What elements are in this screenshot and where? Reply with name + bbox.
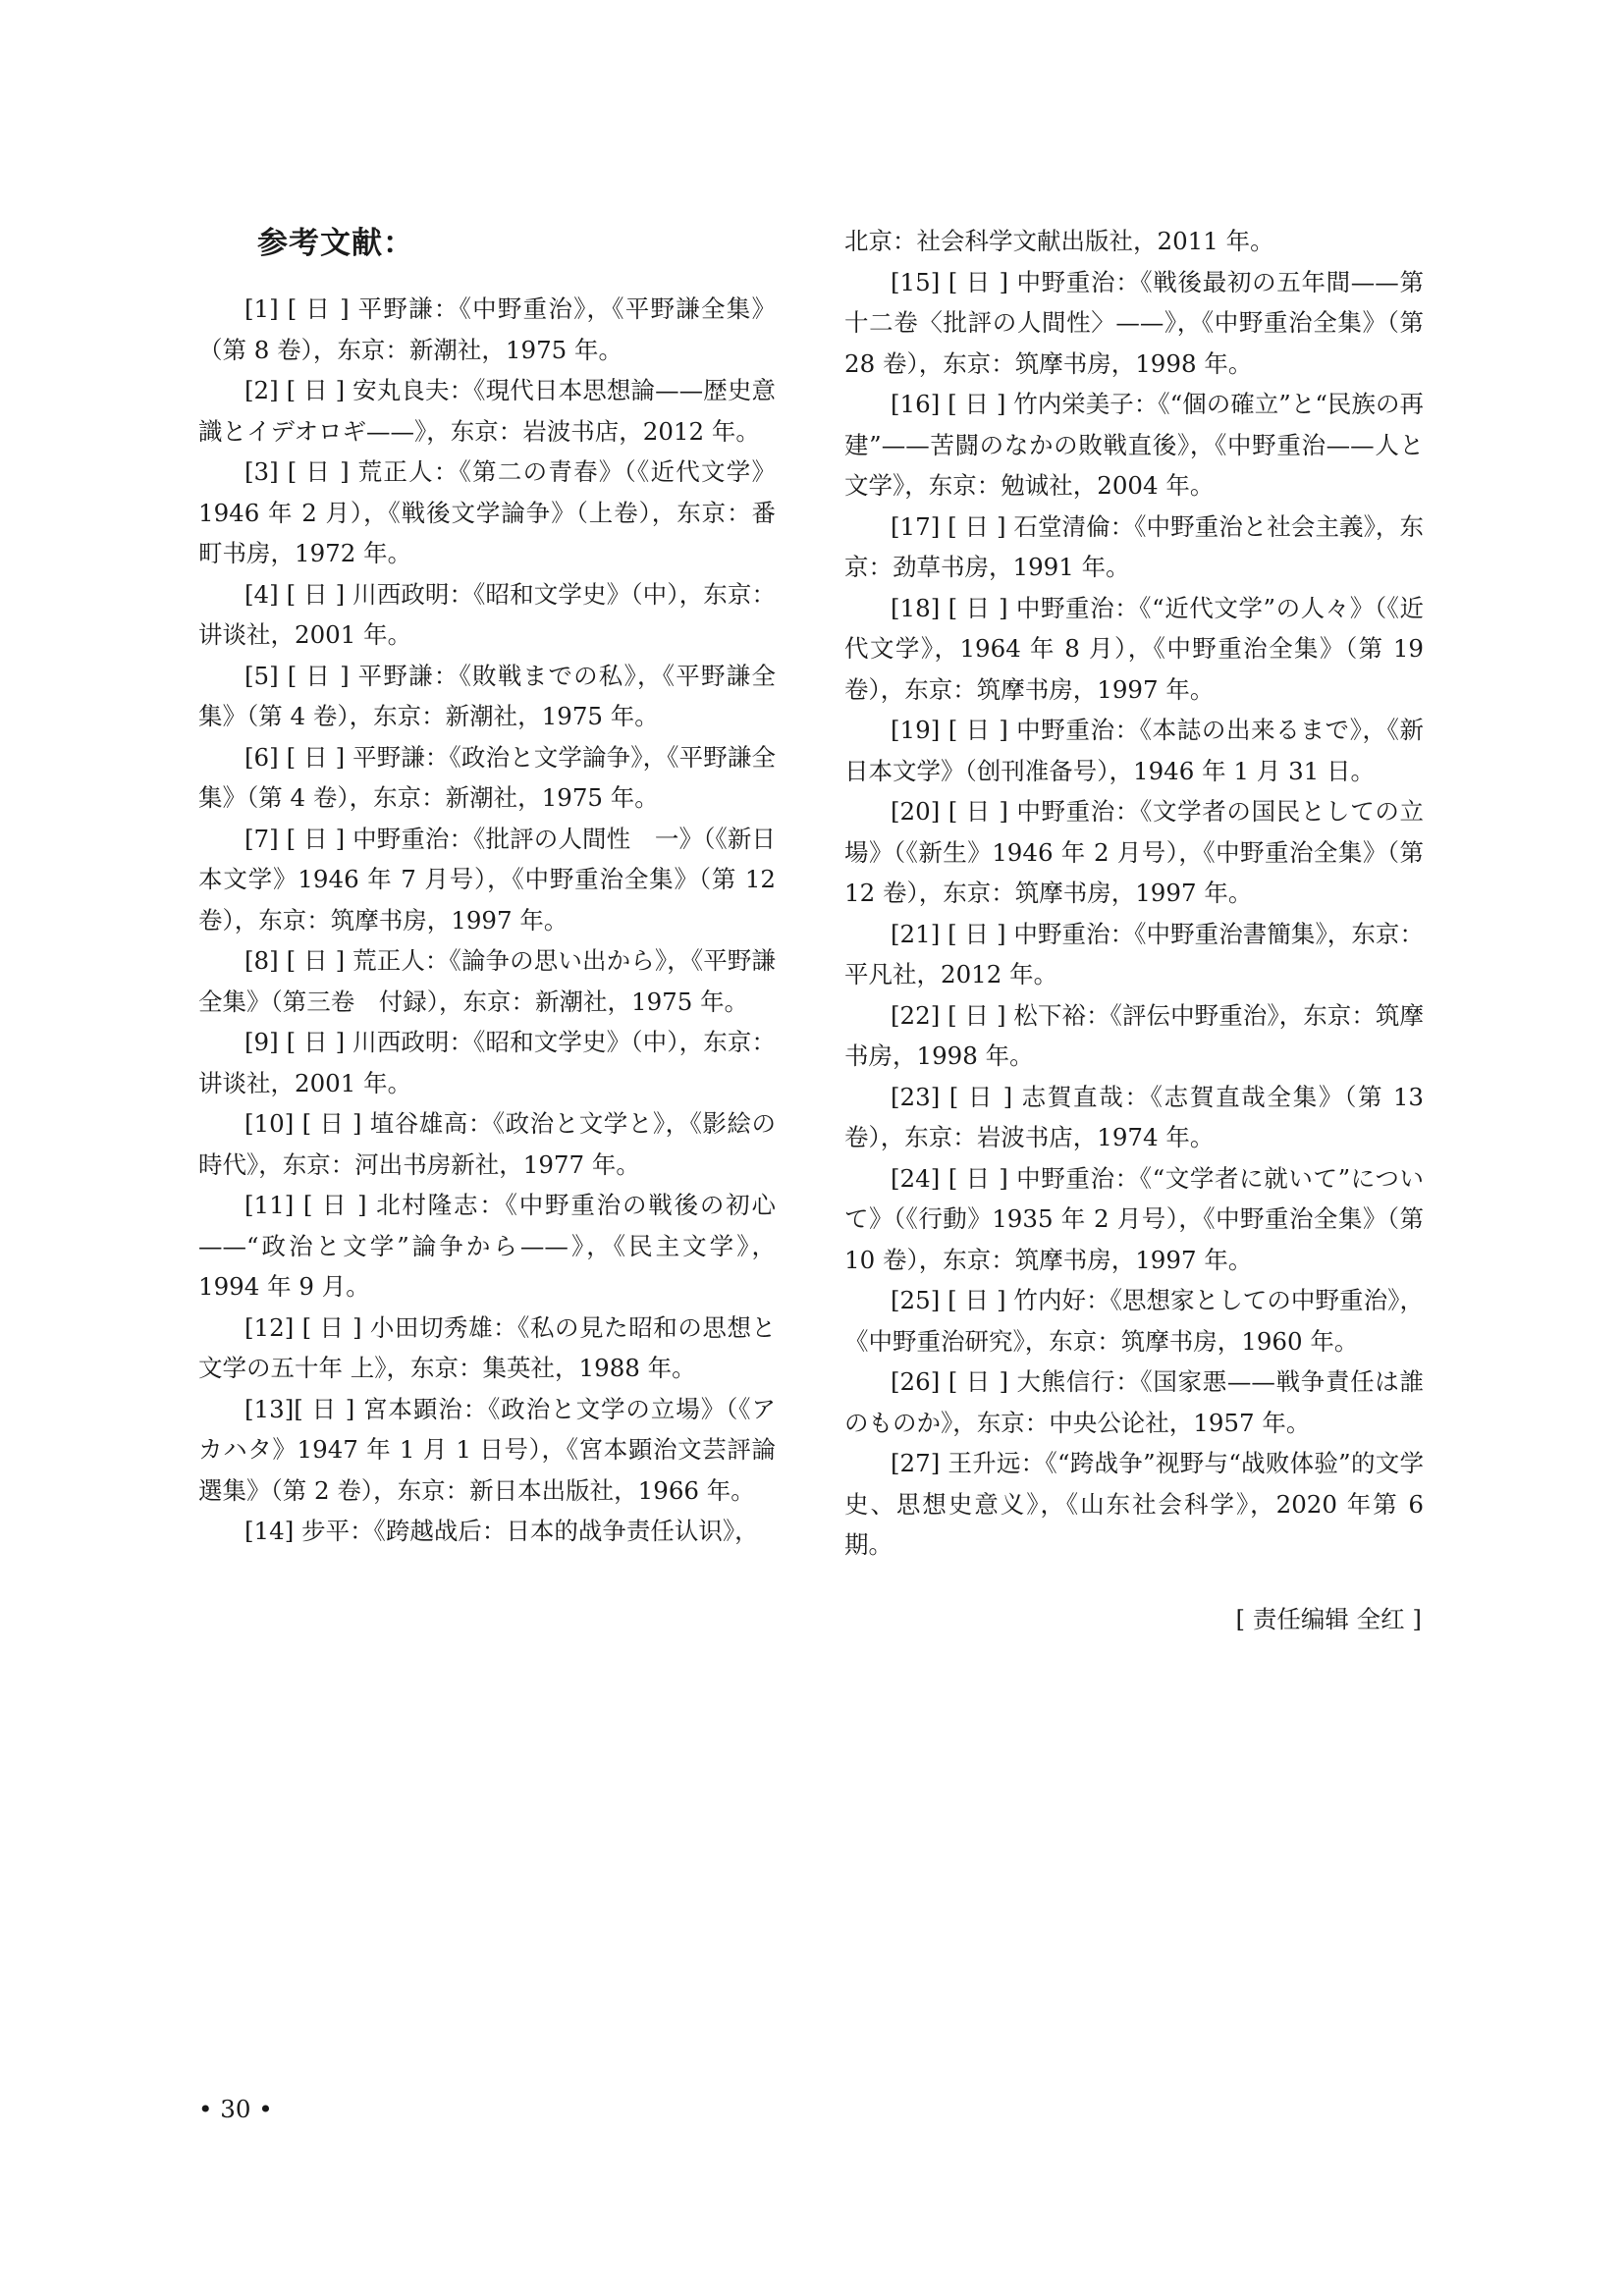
reference-26: [26] [ 日 ] 大熊信行：《国家悪——戦争責任は誰のものか》，东京：中央公论社，1957 年。 [844, 1367, 1424, 1437]
reference-21: [21] [ 日 ] 中野重治：《中野重治書簡集》，东京：平凡社，2012 年。 [844, 919, 1424, 988]
reference-7: [7] [ 日 ] 中野重治：《批評の人間性 一》（《新日本文学》1946 年 7 月号），《中野重治全集》（第 12 卷），东京：筑摩书房，1997 年。 [198, 824, 776, 934]
reference-16: [16] [ 日 ] 竹内栄美子：《“個の確立”と“民族の再建”——苦闘のなかの敗戦直後》，《中野重治——人と文学》，东京：勉诚社，2004 年。 [844, 390, 1424, 500]
reference-17: [17] [ 日 ] 石堂清倫：《中野重治と社会主義》，东京：劲草书房，1991 年。 [844, 511, 1424, 581]
editor-credit: [ 责任编辑 全红 ] [1235, 1605, 1422, 1633]
reference-25: [25] [ 日 ] 竹内好：《思想家としての中野重治》，《中野重治研究》，东京：筑摩书房，1960 年。 [844, 1286, 1424, 1356]
reference-20: [20] [ 日 ] 中野重治：《文学者の国民としての立場》（《新生》1946 年 2 月号），《中野重治全集》（第 12 卷），东京：筑摩书房，1997 年。 [844, 797, 1424, 907]
reference-13: [13][ 日 ] 宮本顕治：《政治と文学の立場》（《アカハタ》1947 年 1 月 1 日号），《宮本顕治文芸評論選集》（第 2 卷），东京：新日本出版社，1966 年。 [198, 1394, 776, 1505]
reference-9: [9] [ 日 ] 川西政明：《昭和文学史》（中），东京：讲谈社，2001 年。 [198, 1028, 776, 1097]
reference-11: [11] [ 日 ] 北村隆志：《中野重治の戦後の初心——“政治と文学”論争から——》，《民主文学》，1994 年 9 月。 [198, 1191, 776, 1301]
reference-18: [18] [ 日 ] 中野重治：《“近代文学”の人々》（《近代文学》，1964 年 8 月），《中野重治全集》（第 19 卷），东京：筑摩书房，1997 年。 [844, 593, 1424, 704]
references-heading: 参考文献： [257, 226, 414, 261]
reference-2: [2] [ 日 ] 安丸良夫：《現代日本思想論——歴史意識とイデオロギ——》，东京：岩波书店，2012 年。 [198, 376, 776, 446]
reference-22: [22] [ 日 ] 松下裕：《評伝中野重治》，东京：筑摩书房，1998 年。 [844, 1000, 1424, 1070]
reference-14-continuation: 北京：社会科学文献出版社，2011 年。 [844, 227, 1274, 255]
reference-3: [3] [ 日 ] 荒正人：《第二の青春》（《近代文学》1946 年 2 月），《戦後文学論争》（上卷），东京：番町书房，1972 年。 [198, 457, 776, 567]
reference-27: [27] 王升远：《“跨战争”视野与“战败体验”的文学史、思想史意义》，《山东社会科学》，2020 年第 6 期。 [844, 1449, 1424, 1559]
reference-12: [12] [ 日 ] 小田切秀雄：《私の見た昭和の思想と文学の五十年 上》，东京：集英社，1988 年。 [198, 1312, 776, 1382]
reference-14: [14] 步平：《跨越战后：日本的战争责任认识》， [244, 1517, 759, 1545]
reference-5: [5] [ 日 ] 平野謙：《敗戦までの私》，《平野謙全集》（第 4 卷），东京：新潮社，1975 年。 [198, 661, 776, 730]
page-number: • 30 • [198, 2095, 273, 2123]
reference-10: [10] [ 日 ] 埴谷雄高：《政治と文学と》，《影絵の時代》，东京：河出书房新社，1977 年。 [198, 1109, 776, 1179]
reference-15: [15] [ 日 ] 中野重治：《戦後最初の五年間——第十二卷〈批評の人間性〉——》，《中野重治全集》（第 28 卷），东京：筑摩书房，1998 年。 [844, 267, 1424, 378]
reference-24: [24] [ 日 ] 中野重治：《“文学者に就いて”について》（《行動》1935 年 2 月号），《中野重治全集》（第 10 卷），东京：筑摩书房，1997 年。 [844, 1163, 1424, 1274]
reference-19: [19] [ 日 ] 中野重治：《本誌の出来るまで》，《新日本文学》（创刊准备号），1946 年 1 月 31 日。 [844, 716, 1424, 785]
reference-1: [1] [ 日 ] 平野謙：《中野重治》，《平野謙全集》（第 8 卷），东京：新潮社，1975 年。 [198, 294, 776, 364]
reference-23: [23] [ 日 ] 志賀直哉：《志賀直哉全集》（第 13 卷），东京：岩波书店，1974 年。 [844, 1082, 1424, 1151]
references-left-column [198, 289, 776, 1552]
reference-4: [4] [ 日 ] 川西政明：《昭和文学史》（中），东京：讲谈社，2001 年。 [198, 579, 776, 649]
reference-6: [6] [ 日 ] 平野謙：《政治と文学論争》，《平野謙全集》（第 4 卷），东京：新潮社，1975 年。 [198, 742, 776, 812]
reference-8: [8] [ 日 ] 荒正人：《論争の思い出から》，《平野謙全集》（第三卷 付録），东京：新潮社，1975 年。 [198, 946, 776, 1016]
references-right-column [844, 221, 1424, 1566]
